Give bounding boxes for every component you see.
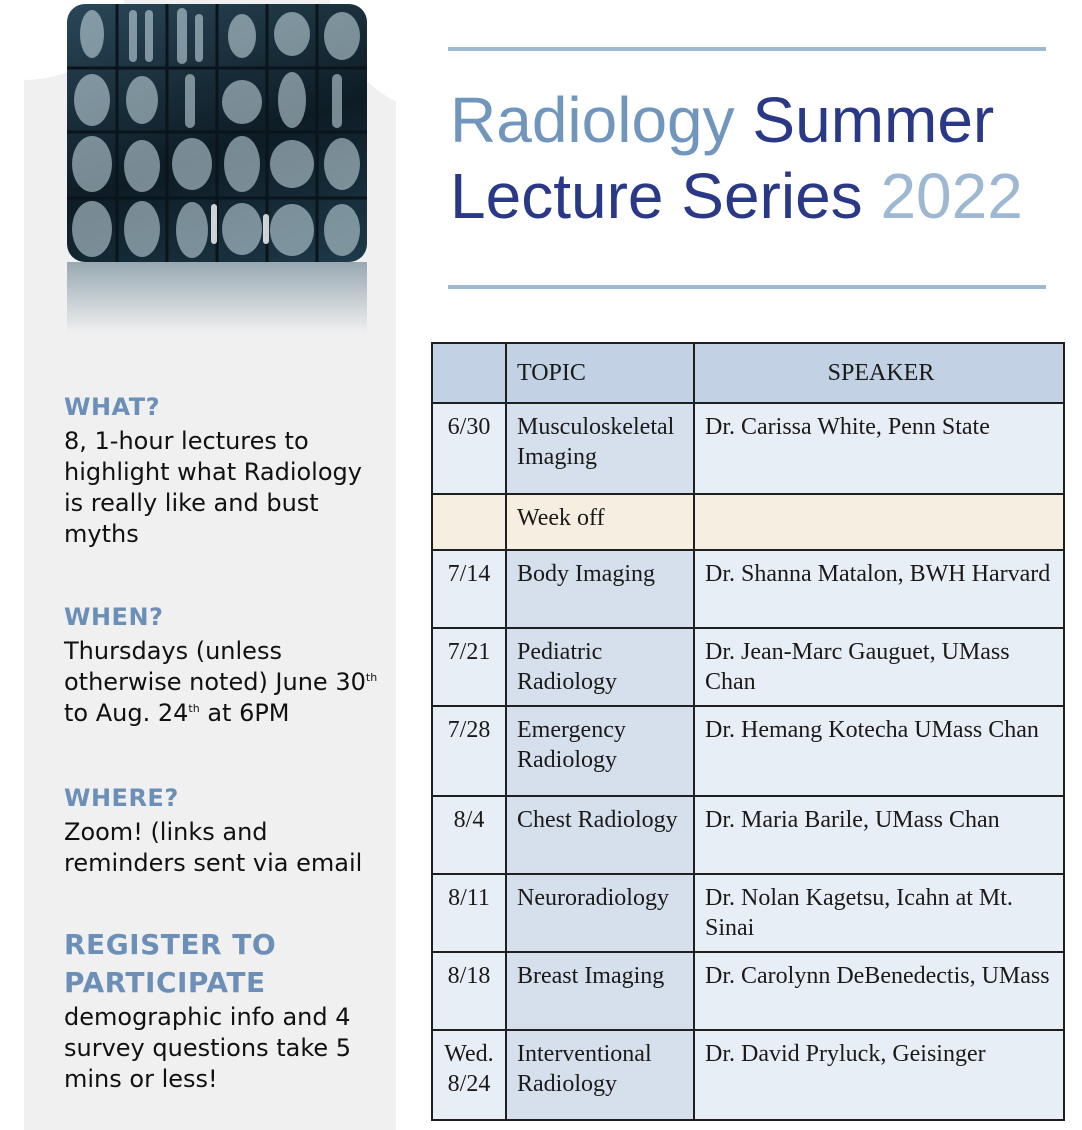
title-rule-bottom	[448, 285, 1046, 289]
table-row	[432, 952, 1064, 1030]
table-row	[432, 1030, 1064, 1120]
header-topic: TOPIC	[506, 343, 694, 403]
row-topic: Emergency Radiology	[506, 706, 694, 796]
row-topic: Body Imaging	[506, 550, 694, 628]
row-speaker: Dr. David Pryluck, Geisinger	[694, 1030, 1064, 1120]
row-speaker: Dr. Jean-Marc Gauguet, UMass Chan	[694, 628, 1064, 706]
what-section	[64, 392, 384, 550]
table-row	[432, 874, 1064, 952]
row-date: 6/30	[432, 403, 506, 494]
table-row	[432, 628, 1064, 706]
row-date: 8/18	[432, 952, 506, 1030]
table-header-row	[432, 343, 1064, 403]
row-date: 7/14	[432, 550, 506, 628]
table-row	[432, 550, 1064, 628]
row-speaker: Dr. Hemang Kotecha UMass Chan	[694, 706, 1064, 796]
table-row-week-off	[432, 494, 1064, 550]
table-row	[432, 796, 1064, 874]
when-section	[64, 602, 384, 729]
where-heading: WHERE?	[64, 784, 179, 812]
header-speaker: SPEAKER	[694, 343, 1064, 403]
row-speaker	[694, 494, 1064, 550]
row-date: 7/28	[432, 706, 506, 796]
row-speaker: Dr. Nolan Kagetsu, Icahn at Mt. Sinai	[694, 874, 1064, 952]
where-section	[64, 783, 384, 879]
row-topic: Chest Radiology	[506, 796, 694, 874]
row-speaker: Dr. Shanna Matalon, BWH Harvard	[694, 550, 1064, 628]
what-heading: WHAT?	[64, 393, 161, 421]
when-heading: WHEN?	[64, 603, 164, 631]
row-date: 8/11	[432, 874, 506, 952]
xray-collage-reflection	[67, 262, 367, 334]
title-rule-top	[448, 47, 1046, 51]
where-text: Zoom! (links and reminders sent via email	[64, 818, 363, 877]
table-row	[432, 706, 1064, 796]
row-speaker: Dr. Maria Barile, UMass Chan	[694, 796, 1064, 874]
when-text: Thursdays (unless otherwise noted) June 30th to Aug. 24th at 6PM	[64, 637, 378, 727]
row-topic: Week off	[506, 494, 694, 550]
table-row	[432, 403, 1064, 494]
row-date: 8/4	[432, 796, 506, 874]
register-text: demographic info and 4 survey questions take 5 mins or less!	[64, 1003, 352, 1093]
page-title: Radiology Summer Lecture Series 2022	[450, 84, 1023, 232]
row-topic: Musculoskeletal Imaging	[506, 403, 694, 494]
row-date	[432, 494, 506, 550]
register-section	[64, 926, 364, 1095]
register-heading[interactable]: REGISTER TO PARTICIPATE	[64, 928, 277, 999]
what-text: 8, 1-hour lectures to highlight what Radiology is really like and bust myths	[64, 427, 362, 548]
row-topic: Pediatric Radiology	[506, 628, 694, 706]
schedule-table	[431, 342, 1065, 1121]
row-topic: Neuroradiology	[506, 874, 694, 952]
row-topic: Interventional Radiology	[506, 1030, 694, 1120]
xray-collage-image	[67, 4, 367, 262]
row-speaker: Dr. Carissa White, Penn State	[694, 403, 1064, 494]
row-speaker: Dr. Carolynn DeBenedectis, UMass	[694, 952, 1064, 1030]
row-date: 7/21	[432, 628, 506, 706]
row-topic: Breast Imaging	[506, 952, 694, 1030]
row-date: Wed. 8/24	[432, 1030, 506, 1120]
header-date	[432, 343, 506, 403]
